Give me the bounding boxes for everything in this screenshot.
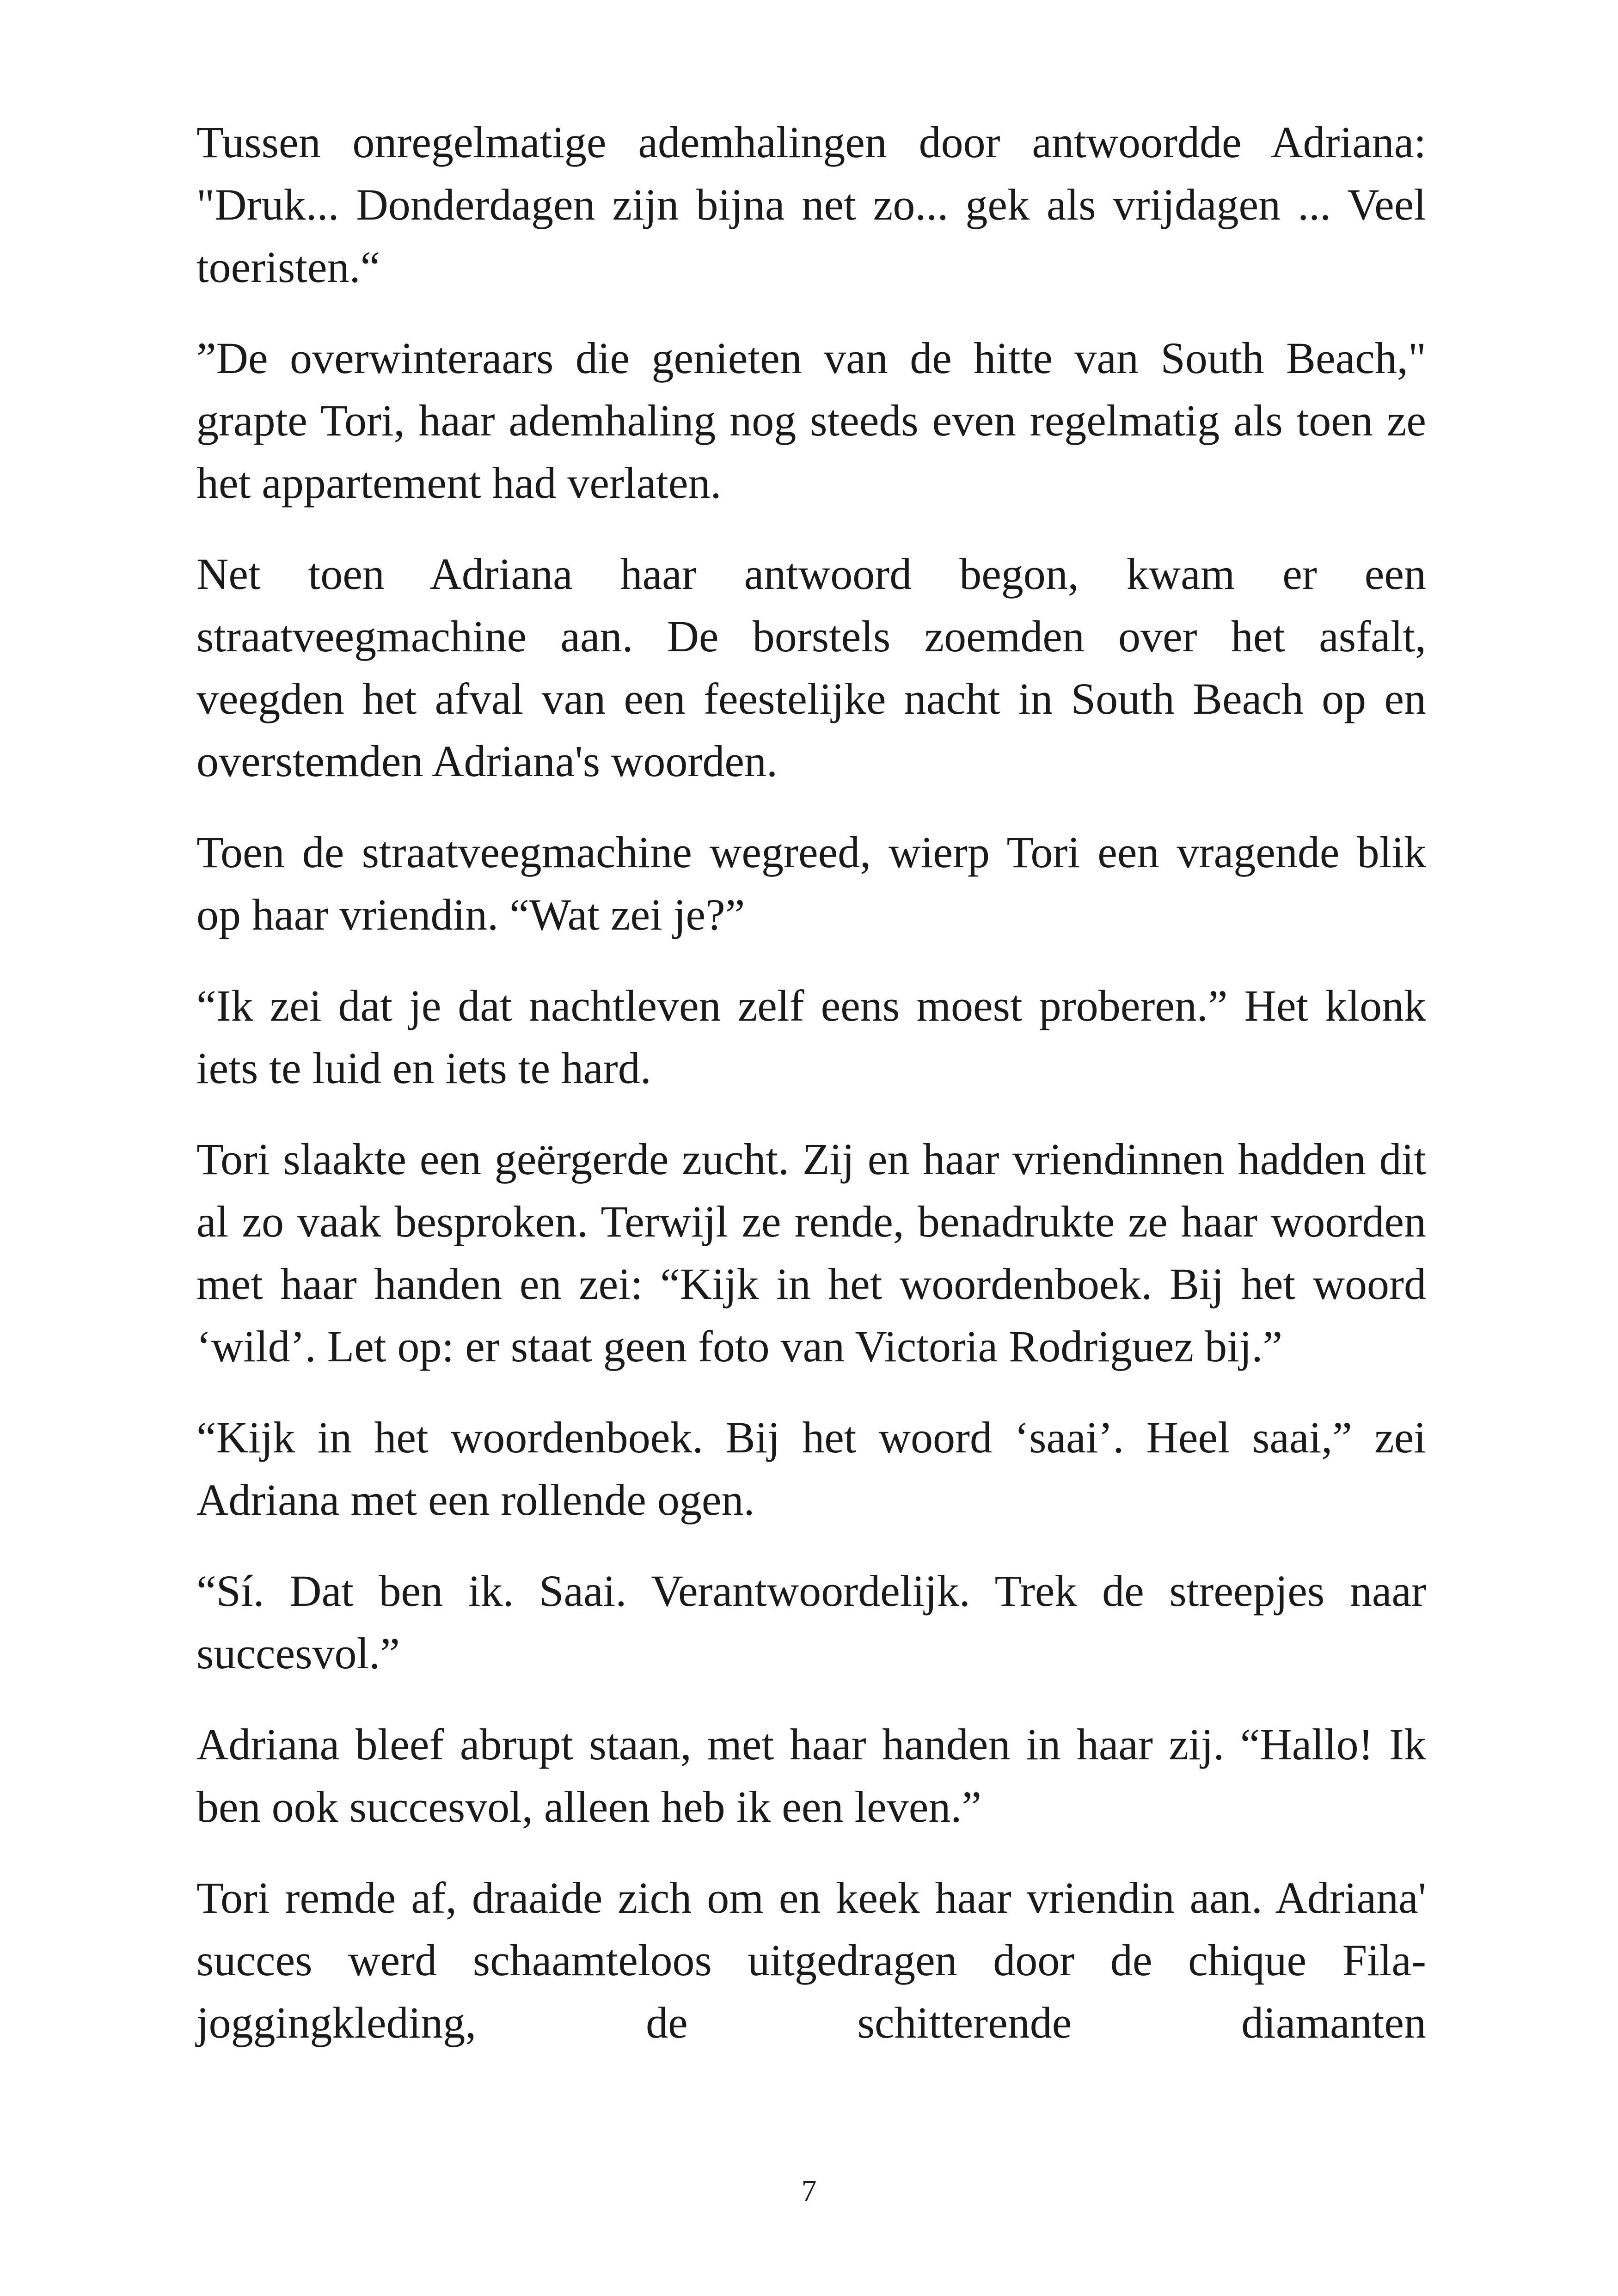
paragraph: “Kijk in het woordenboek. Bij het woord ‘saai’. Heel saai,” zei Adriana met een rollende ogen. — [196, 1413, 1426, 1525]
page-number: 7 — [801, 2174, 817, 2208]
paragraph: ”De overwinteraars die genieten van de hitte van South Beach," grapte Tori, haar ademhaling nog steeds even regelmatig als toen ze het appartement had verlaten. — [196, 333, 1426, 508]
paragraph: Tori remde af, draaide zich om en keek haar vriendin aan. Adriana' succes werd schaamteloos uitgedragen door de chique Fila-joggingkleding, de schitterende diamanten — [196, 1873, 1426, 2047]
paragraph: Toen de straatveegmachine wegreed, wierp Tori een vragende blik op haar vriendin. “Wat zei je?” — [196, 827, 1426, 939]
paragraph: “Sí. Dat ben ik. Saai. Verantwoordelijk. Trek de streepjes naar succesvol.” — [196, 1566, 1426, 1678]
paragraph: Net toen Adriana haar antwoord begon, kwam er een straatveegmachine aan. De borstels zoemden over het asfalt, veegden het afval van een feestelijke nacht in South Beach op en overstemden Adriana's woorden. — [196, 549, 1426, 786]
paragraph: Tori slaakte een geërgerde zucht. Zij en haar vriendinnen hadden dit al zo vaak besproken. Terwijl ze rende, benadrukte ze haar woorden met haar handen en zei: “Kijk in het woordenboek. Bij het woord ‘wild’. Let op: er staat geen foto van Victoria Rodriguez bij.” — [196, 1134, 1426, 1371]
page-body — [196, 111, 1426, 2082]
paragraph: Adriana bleef abrupt staan, met haar handen in haar zij. “Hallo! Ik ben ook succesvol, alleen heb ik een leven.” — [196, 1720, 1426, 1831]
paragraph: Tussen onregelmatige ademhalingen door antwoordde Adriana: "Druk... Donderdagen zijn bijna net zo... gek als vrijdagen ... Veel toeristen.“ — [196, 117, 1426, 292]
paragraph: “Ik zei dat je dat nachtleven zelf eens moest proberen.” Het klonk iets te luid en iets te hard. — [196, 981, 1426, 1093]
